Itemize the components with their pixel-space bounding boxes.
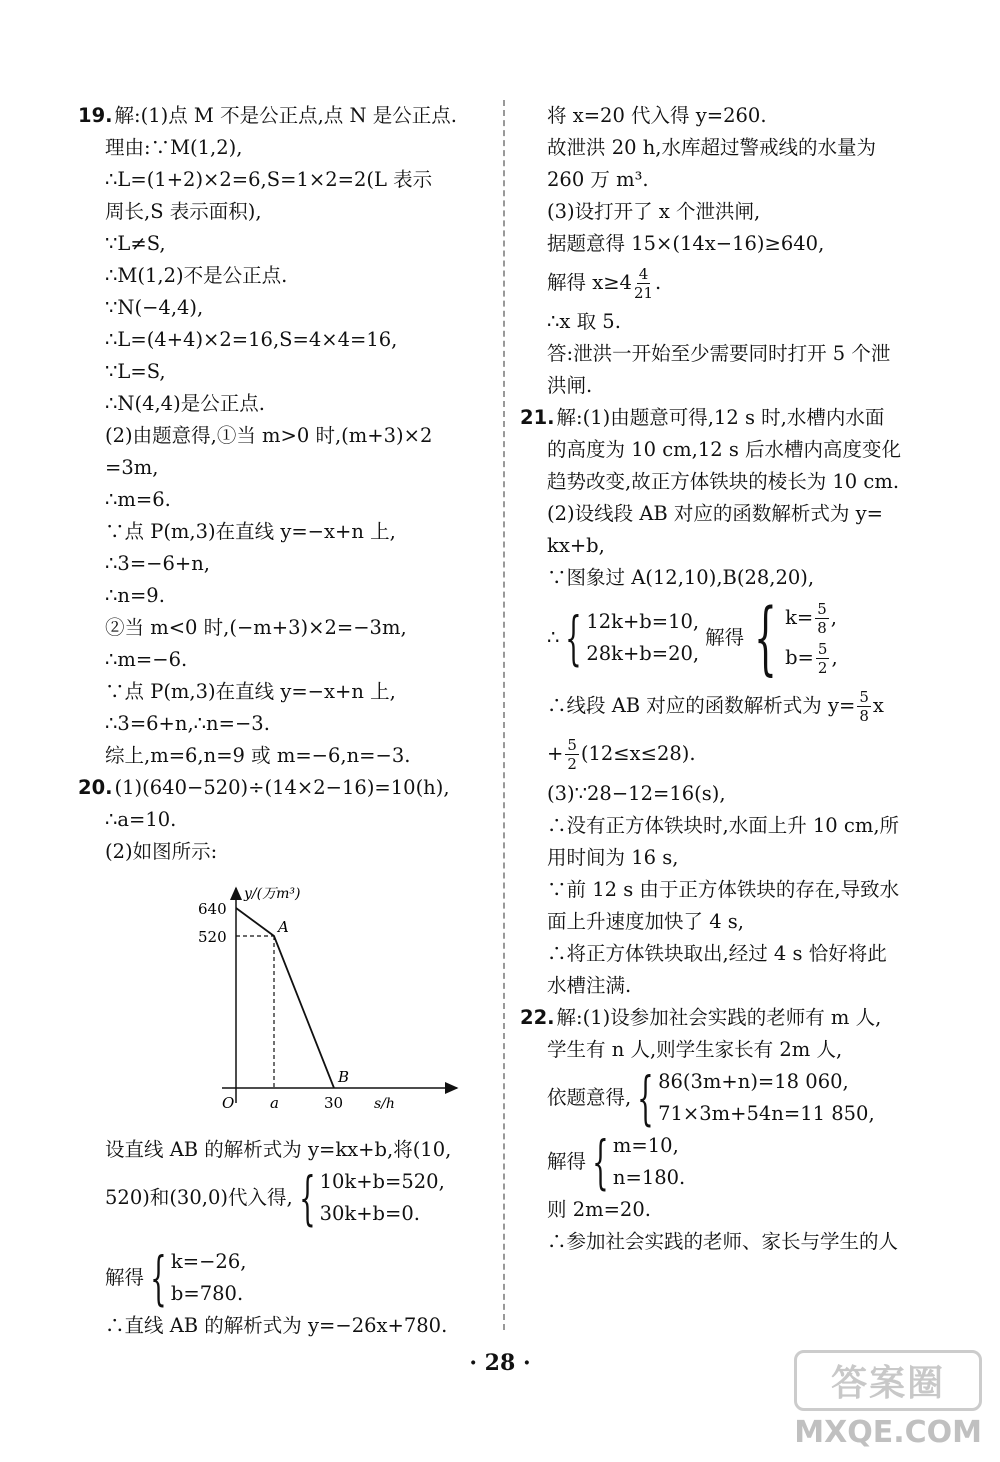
q19-line: 综上,m=6,n=9 或 m=−6,n=−3. (105, 744, 411, 767)
q19-line: (2)由题意得,①当 m>0 时,(m+3)×2 (105, 424, 433, 447)
q21-line: ∵图象过 A(12,10),B(28,20), (547, 566, 815, 589)
q20-cont-line: 260 万 m³. (547, 168, 649, 191)
q22-text: 解:(1)设参加社会实践的老师有 m 人, (556, 1006, 882, 1029)
brace: { (592, 1128, 609, 1196)
q19-text: 解:(1)点 M 不是公正点,点 N 是公正点. (114, 104, 457, 127)
system-lead: 依题意得, (547, 1086, 632, 1109)
q19-line: ∴3=6+n,∴n=−3. (105, 712, 270, 735)
q19-line: ∴L=(1+2)×2=6,S=1×2=2(L 表示 (105, 168, 433, 191)
y-axis-label: y/(万m³) (244, 886, 301, 902)
q20-cont-line: (3)设打开了 x 个泄洪闸, (547, 200, 761, 223)
page-number: · 28 · (469, 1350, 531, 1376)
tick-520: 520 (198, 928, 227, 946)
reservoir-graph (152, 878, 472, 1118)
q19-line: ∵N(−4,4), (105, 296, 204, 319)
text: x (872, 694, 884, 717)
column-divider (503, 100, 505, 1330)
q21-line: (3)∵28−12=16(s), (547, 782, 726, 805)
q20-line: ∴直线 AB 的解析式为 y=−26x+780. (105, 1314, 448, 1337)
fraction (565, 736, 579, 773)
point-b-label: B (338, 1068, 350, 1086)
brace: { (565, 604, 583, 672)
solution-row (785, 638, 838, 678)
q22-system-1 (520, 1066, 930, 1130)
system-row: b=780. (170, 1282, 244, 1305)
q19-line: ∵L=S, (105, 360, 166, 383)
system-mid: 解得 (705, 626, 745, 649)
left-column (78, 100, 498, 1342)
origin-label: O (222, 1094, 235, 1112)
q19-line: 理由:∵M(1,2), (105, 136, 243, 159)
q19-line: ∴m=−6. (105, 648, 188, 671)
q19-line: ∵点 P(m,3)在直线 y=−x+n 上, (105, 520, 396, 543)
system-lead: 解得 (547, 1150, 587, 1173)
q22-line-1 (520, 1002, 930, 1034)
system-rows (320, 1166, 445, 1230)
q20-cont-line: 洪闸. (547, 374, 593, 397)
q20-text: (1)(640−520)÷(14×2−16)=10(h), (114, 776, 450, 799)
q20-cont-line: 据题意得 15×(14x−16)≥640, (547, 232, 825, 255)
text: b= (785, 646, 814, 669)
fraction (815, 600, 829, 637)
brace: { (637, 1064, 654, 1132)
denominator: 21 (633, 284, 654, 302)
numerator: 5 (859, 688, 869, 706)
system-lead: ∴ (547, 626, 560, 649)
q19-line: ∵L≠S, (105, 232, 166, 255)
q21-text: 解:(1)由题意可得,12 s 时,水槽内水面 (556, 406, 885, 429)
q19-line: ∴m=6. (105, 488, 171, 511)
denominator: 2 (567, 755, 577, 773)
text: , (831, 646, 838, 669)
q21-line: ∴没有正方体铁块时,水面上升 10 cm,所 (547, 814, 900, 837)
q20-line: 设直线 AB 的解析式为 y=kx+b,将(10, (105, 1138, 452, 1161)
q21-number: 21. (520, 406, 555, 429)
q22-line: 学生有 n 人,则学生家长有 2m 人, (547, 1038, 843, 1061)
brace: { (754, 591, 778, 684)
q19-line: ∴3=−6+n, (105, 552, 210, 575)
q21-line: ∴将正方体铁块取出,经过 4 s 恰好将此 (547, 942, 887, 965)
q22-line: ∴参加社会实践的老师、家长与学生的人 (547, 1230, 899, 1253)
system-row: k=−26, (170, 1250, 247, 1273)
numerator: 5 (817, 600, 827, 618)
q19-line: ∴M(1,2)不是公正点. (105, 264, 288, 287)
text: + (547, 742, 564, 765)
q21-line: 用时间为 16 s, (547, 846, 679, 869)
q20-system-1 (78, 1166, 498, 1230)
numerator: 4 (638, 265, 649, 283)
q22-number: 22. (520, 1006, 555, 1029)
brace: { (298, 1164, 316, 1232)
point-a-label: A (278, 918, 289, 936)
fraction (816, 640, 830, 677)
q19-line: ∴L=(4+4)×2=16,S=4×4=16, (105, 328, 398, 351)
q21-line: 面上升速度加快了 4 s, (547, 910, 745, 933)
system-row: 71×3m+54n=11 850, (658, 1102, 875, 1125)
q21-line: 水槽注满. (547, 974, 632, 997)
system-lead: 520)和(30,0)代入得, (105, 1186, 293, 1209)
q20-line: ∴a=10. (105, 808, 177, 831)
solution-row (785, 598, 838, 638)
q19-line: 周长,S 表示面积), (105, 200, 262, 223)
q21-line-1 (520, 402, 930, 434)
denominator: 8 (817, 619, 827, 637)
system-row: 10k+b=520, (319, 1170, 445, 1193)
q20-system-2 (78, 1246, 498, 1310)
q21-line: 的高度为 10 cm,12 s 后水槽内高度变化 (547, 438, 902, 461)
system-row: 28k+b=20, (586, 642, 700, 665)
q20-number: 20. (78, 776, 113, 799)
q20-cont-line: ∴x 取 5. (547, 310, 621, 333)
x-axis-label: s/h (374, 1096, 395, 1112)
q21-system (520, 591, 930, 684)
solution-rows (785, 598, 838, 678)
q21-line (520, 730, 930, 778)
q19-number: 19. (78, 104, 113, 127)
denominator: 8 (859, 707, 869, 725)
watermark-url: MXQE.COM (794, 1415, 982, 1450)
q22-system-2 (520, 1130, 930, 1194)
q21-line: 趋势改变,故正方体铁块的棱长为 10 cm. (547, 470, 900, 493)
system-row: 12k+b=10, (586, 610, 700, 633)
system-row: m=10, (612, 1134, 679, 1157)
tick-a: a (270, 1094, 279, 1112)
watermark-logo: 答案圈 (794, 1350, 982, 1411)
q20-line-1 (78, 772, 498, 804)
system-lead: 解得 (105, 1266, 145, 1289)
right-column (520, 100, 930, 1258)
fraction (634, 265, 653, 302)
fraction (857, 688, 871, 725)
system-rows (658, 1066, 875, 1130)
brace: { (150, 1244, 167, 1312)
q20-cont-line: 将 x=20 代入得 y=260. (547, 104, 767, 127)
system-rows (613, 1130, 685, 1194)
q19-line: ②当 m<0 时,(−m+3)×2=−3m, (105, 616, 407, 639)
q20-cont-line: 答:泄洪一开始至少需要同时打开 5 个泄 (547, 342, 891, 365)
watermark (794, 1350, 982, 1450)
system-rows (586, 606, 699, 670)
tick-30: 30 (324, 1094, 344, 1112)
tick-640: 640 (198, 900, 227, 918)
q20-line: (2)如图所示: (105, 840, 218, 863)
q21-line: kx+b, (547, 534, 605, 557)
text: , (830, 606, 837, 629)
q19-line: ∴n=9. (105, 584, 165, 607)
numerator: 5 (817, 640, 828, 658)
system-row: 30k+b=0. (319, 1202, 420, 1225)
q22-line: 则 2m=20. (547, 1198, 651, 1221)
text: k= (785, 606, 814, 629)
text: (12≤x≤28). (580, 742, 696, 765)
q20-cont-line (520, 260, 930, 306)
q19-line-1 (78, 100, 498, 132)
q21-line: (2)设线段 AB 对应的函数解析式为 y= (547, 502, 883, 525)
q20-cont-line: 故泄洪 20 h,水库超过警戒线的水量为 (547, 136, 876, 159)
text: ∴线段 AB 对应的函数解析式为 y= (547, 694, 856, 717)
text: . (655, 271, 662, 294)
system-rows (171, 1246, 247, 1310)
system-row: n=180. (612, 1166, 686, 1189)
text: 解得 x≥4 (547, 271, 632, 294)
q19-line: =3m, (105, 456, 159, 479)
q19-line: ∵点 P(m,3)在直线 y=−x+n 上, (105, 680, 396, 703)
numerator: 5 (567, 736, 577, 754)
system-row: 86(3m+n)=18 060, (658, 1070, 849, 1093)
denominator: 2 (817, 659, 828, 677)
q19-line: ∴N(4,4)是公正点. (105, 392, 265, 415)
q21-line: ∵前 12 s 由于正方体铁块的存在,导致水 (547, 878, 900, 901)
q21-line (520, 682, 930, 730)
